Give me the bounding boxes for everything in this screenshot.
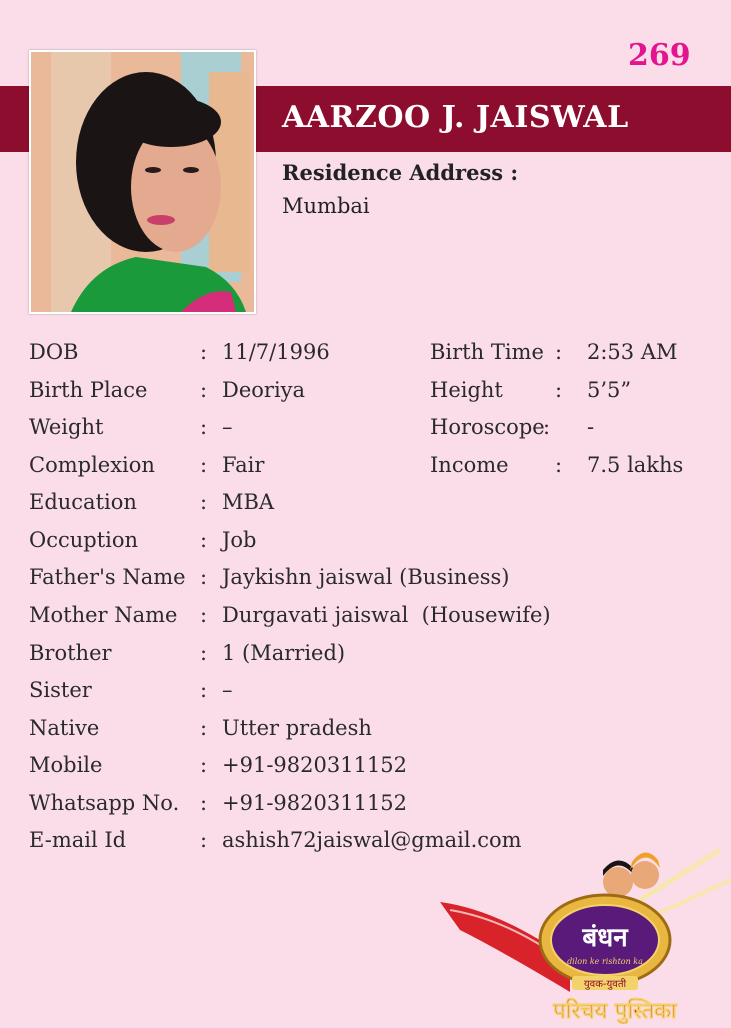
mobile-separator: : bbox=[200, 753, 208, 777]
birth-place-label: Birth Place bbox=[29, 378, 148, 402]
brother-value: 1 (Married) bbox=[222, 641, 346, 665]
mother-name-separator: : bbox=[200, 603, 208, 627]
mobile-label: Mobile bbox=[29, 753, 103, 777]
residence-address-value: Mumbai bbox=[282, 194, 370, 218]
mother-name-value: Durgavati jaiswal (Housewife) bbox=[222, 603, 551, 627]
bandhan-logo bbox=[440, 840, 731, 1024]
native-label: Native bbox=[29, 716, 100, 740]
weight-separator: : bbox=[200, 415, 208, 439]
horoscope-value: - bbox=[587, 415, 595, 439]
native-separator: : bbox=[200, 716, 208, 740]
residence-address-label: Residence Address : bbox=[282, 160, 519, 185]
weight-value: – bbox=[222, 415, 233, 439]
whatsapp-value: +91-9820311152 bbox=[222, 791, 408, 815]
birth-time-value: 2:53 AM bbox=[587, 340, 678, 364]
bandhan-logo-graphic bbox=[440, 840, 731, 1024]
profile-photo-graphic bbox=[31, 52, 254, 312]
horoscope-separator: : bbox=[543, 415, 551, 439]
birth-time-label: Birth Time bbox=[430, 340, 544, 364]
mobile-value: +91-9820311152 bbox=[222, 753, 408, 777]
whatsapp-label: Whatsapp No. bbox=[29, 791, 180, 815]
income-separator: : bbox=[555, 453, 563, 477]
native-value: Utter pradesh bbox=[222, 716, 372, 740]
sister-label: Sister bbox=[29, 678, 92, 702]
education-separator: : bbox=[200, 490, 208, 514]
birth-place-value: Deoriya bbox=[222, 378, 306, 402]
brother-separator: : bbox=[200, 641, 208, 665]
occupation-separator: : bbox=[200, 528, 208, 552]
height-label: Height bbox=[430, 378, 503, 402]
whatsapp-separator: : bbox=[200, 791, 208, 815]
fathers-name-value: Jaykishn jaiswal (Business) bbox=[222, 565, 510, 589]
income-label: Income bbox=[430, 453, 509, 477]
mother-name-label: Mother Name bbox=[29, 603, 178, 627]
occupation-label: Occuption bbox=[29, 528, 139, 552]
sister-separator: : bbox=[200, 678, 208, 702]
horoscope-label: Horoscope bbox=[430, 415, 545, 439]
occupation-value: Job bbox=[222, 528, 257, 552]
logo-subtitle: युवक-युवती bbox=[583, 979, 627, 990]
education-value: MBA bbox=[222, 490, 275, 514]
weight-label: Weight bbox=[29, 415, 104, 439]
page-number: 269 bbox=[628, 38, 691, 73]
birth-place-separator: : bbox=[200, 378, 208, 402]
profile-name: AARZOO J. JAISWAL bbox=[282, 100, 629, 135]
height-value: 5’5” bbox=[587, 378, 632, 402]
sister-value: – bbox=[222, 678, 233, 702]
profile-photo bbox=[29, 50, 256, 314]
email-value: ashish72jaiswal@gmail.com bbox=[222, 828, 522, 852]
dob-separator: : bbox=[200, 340, 208, 364]
email-separator: : bbox=[200, 828, 208, 852]
height-separator: : bbox=[555, 378, 563, 402]
education-label: Education bbox=[29, 490, 137, 514]
birth-time-separator: : bbox=[555, 340, 563, 364]
dob-label: DOB bbox=[29, 340, 79, 364]
logo-tagline: dilon ke rishton ka bbox=[567, 957, 643, 966]
fathers-name-separator: : bbox=[200, 565, 208, 589]
brother-label: Brother bbox=[29, 641, 112, 665]
income-value: 7.5 lakhs bbox=[587, 453, 684, 477]
complexion-label: Complexion bbox=[29, 453, 155, 477]
logo-bottom-text: परिचय पुस्तिका bbox=[553, 999, 677, 1024]
fathers-name-label: Father's Name bbox=[29, 565, 186, 589]
complexion-separator: : bbox=[200, 453, 208, 477]
email-label: E-mail Id bbox=[29, 828, 127, 852]
dob-value: 11/7/1996 bbox=[222, 340, 330, 364]
logo-title: बंधन bbox=[582, 923, 628, 953]
complexion-value: Fair bbox=[222, 453, 265, 477]
